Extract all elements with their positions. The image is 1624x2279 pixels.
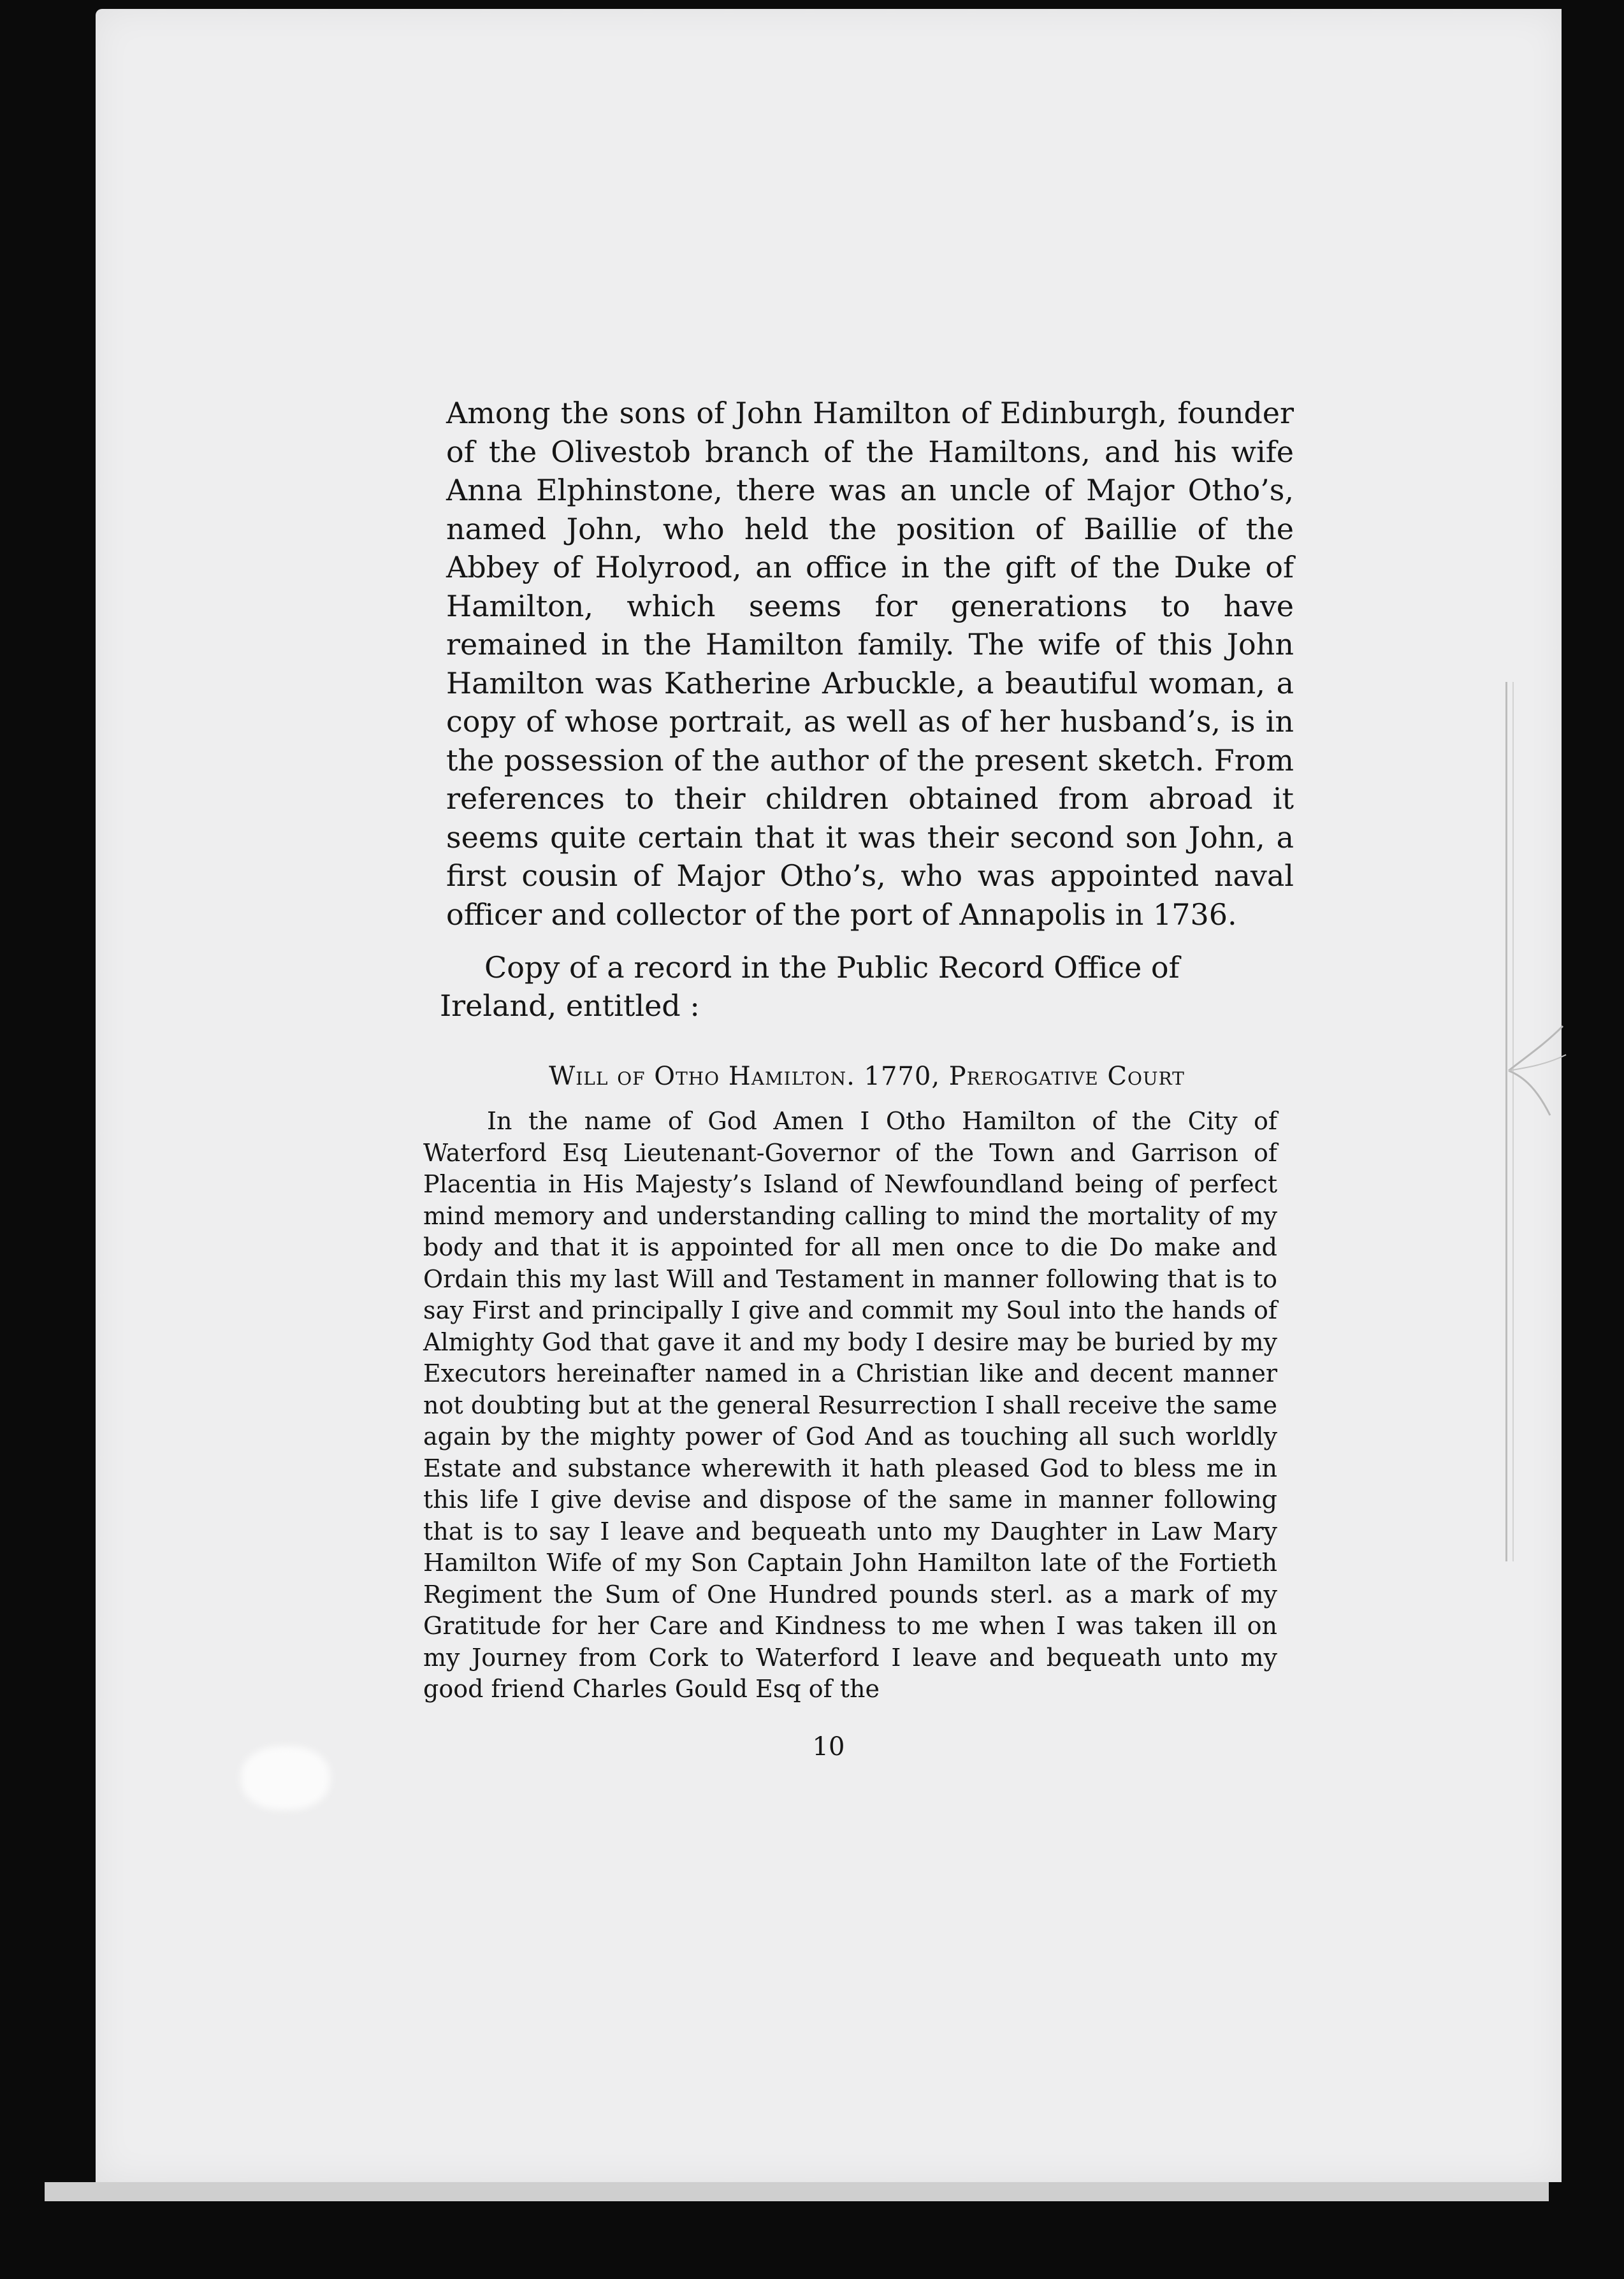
binding-thread <box>1499 1020 1569 1122</box>
book-page <box>96 9 1562 2182</box>
will-text: In the name of God Amen I Otho Hamilton of the City of Waterford Esq Lieutenant-Governor of the Town and Garrison of Placentia in His Majesty’s Island of Newfoundland being of perfect mind memory and understanding calling to mind the mortality of my body and that it is appointed for all men once to die Do make and Ordain this my last Will and Testament in manner following that is to say First and principally I give and commit my Soul into the hands of Almighty God that gave it and my body I desire may be buried by my Executors hereinafter named in a Christian like and decent manner not doubting but at the general Resurrection I shall receive the same again by the mighty power of God And as touching all such worldly Estate and substance wherewith it hath pleased God to bless me in this life I give devise and dispose of the same in manner following that is to say I leave and bequeath unto my Daughter in Law Mary Hamilton Wife of my Son Captain John Hamilton late of the Fortieth Regiment the Sum of One Hundred pounds sterl. as a mark of my Gratitude for her Care and Kindness to me when I was taken ill on my Journey from Cork to Waterford I leave and bequeath unto my good friend Charles Gould Esq of the <box>423 1107 1277 1703</box>
intro-paragraph: Among the sons of John Hamilton of Edinburgh, founder of the Olivestob branch of the Hamiltons, and his wife Anna Elphinstone, there was an uncle of Major Otho’s, named John, who held the position of Baillie of the Abbey of Holyrood, an office in the gift of the Duke of Hamilton, which seems for generations to have remained in the Hamilton family. The wife of this John Hamilton was Katherine Arbuckle, a beautiful woman, a copy of whose portrait, as well as of her husband’s, is in the possession of the author of the present sketch. From references to their children obtained from abroad it seems quite certain that it was their second son John, a first cousin of Major Otho’s, who was appointed naval officer and collector of the port of Annapolis in 1736. <box>446 396 1294 932</box>
record-intro-paragraph: Copy of a record in the Public Record Office of Ireland, entitled : <box>440 950 1180 1023</box>
page-number: 10 <box>812 1732 845 1762</box>
page-fold-line <box>1505 682 1514 1561</box>
page-bottom-edge <box>45 2182 1549 2201</box>
paper-smudge <box>241 1746 330 1810</box>
will-heading: Will of Otho Hamilton. 1770, Prerogative Court <box>549 1062 1185 1091</box>
